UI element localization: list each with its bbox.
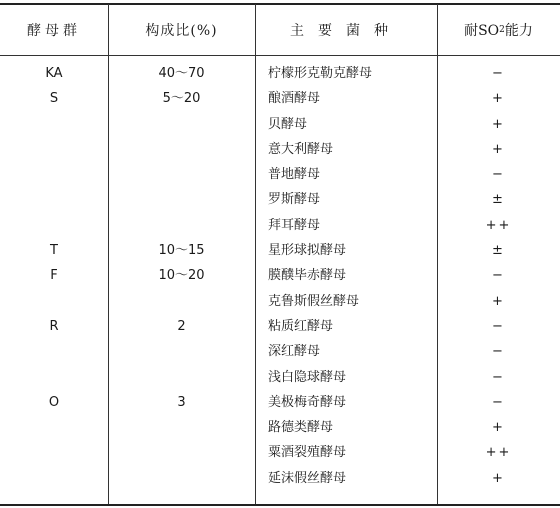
table-row: [0, 289, 560, 314]
header-so2-prefix: 耐SO: [464, 23, 500, 39]
header-so2-tolerance: [437, 5, 560, 55]
cell-so2-tolerance: ++: [485, 445, 512, 461]
cell-so2-tolerance: +: [492, 470, 505, 486]
cell-ratio: [108, 415, 255, 440]
cell-so2-tolerance: +: [492, 141, 505, 157]
cell-so2-tolerance: −: [492, 268, 505, 284]
cell-group: [0, 289, 108, 314]
cell-ratio: [108, 112, 255, 137]
cell-group: [0, 162, 108, 187]
cell-species: 美极梅奇酵母: [268, 394, 347, 410]
cell-ratio: [108, 466, 255, 491]
cell-ratio: [108, 137, 255, 162]
cell-species: 路德类酵母: [268, 420, 334, 436]
header-so2-subscript: 2: [499, 25, 505, 35]
cell-group: [0, 365, 108, 390]
cell-ratio: [108, 440, 255, 465]
header-rule: [0, 55, 560, 56]
cell-so2-tolerance: +: [492, 293, 505, 309]
cell-species: 膜醭毕赤酵母: [268, 268, 347, 284]
cell-ratio: [108, 289, 255, 314]
cell-species: 粟酒裂殖酵母: [268, 445, 347, 461]
cell-species: 柠檬形克勒克酵母: [268, 66, 373, 81]
cell-so2-tolerance: ±: [492, 192, 505, 208]
cell-group: [0, 137, 108, 162]
table-row: [0, 390, 560, 415]
cell-species: 星形球拟酵母: [268, 243, 347, 259]
cell-species: 拜耳酵母: [268, 217, 321, 233]
cell-so2-tolerance: +: [492, 91, 505, 107]
cell-group: O: [48, 394, 60, 410]
table-row: [0, 86, 560, 111]
cell-species: 贝酵母: [268, 116, 308, 132]
cell-species: 酿酒酵母: [268, 91, 321, 107]
cell-species: 普地酵母: [268, 167, 321, 183]
header-composition-ratio: 构成比(%): [145, 23, 218, 39]
cell-so2-tolerance: −: [492, 66, 505, 81]
cell-species: 粘质红酵母: [268, 318, 334, 334]
cell-ratio: 10～15: [158, 243, 205, 259]
cell-so2-tolerance: +: [492, 116, 505, 132]
cell-so2-tolerance: +: [492, 420, 505, 436]
table-row: [0, 365, 560, 390]
cell-ratio: [108, 339, 255, 364]
cell-ratio: 5～20: [162, 91, 201, 107]
cell-ratio: 2: [177, 318, 186, 334]
cell-so2-tolerance: −: [492, 318, 505, 334]
cell-group: S: [49, 91, 59, 107]
table-row: [0, 238, 560, 263]
cell-group: [0, 213, 108, 238]
header-yeast-group: 酵母群: [27, 23, 81, 39]
cell-so2-tolerance: −: [492, 167, 505, 183]
cell-group: [0, 187, 108, 212]
cell-group: F: [50, 268, 58, 284]
header-so2-suffix: 能力: [504, 23, 533, 39]
table-row: [0, 162, 560, 187]
cell-ratio: 10～20: [158, 268, 205, 284]
cell-ratio: 40～70: [158, 66, 205, 81]
cell-species: 意大利酵母: [268, 141, 334, 157]
cell-ratio: 3: [177, 394, 186, 410]
cell-so2-tolerance: −: [492, 369, 505, 385]
cell-group: [0, 112, 108, 137]
table-row: [0, 440, 560, 465]
cell-species: 深红酵母: [268, 344, 321, 360]
table-row: [0, 112, 560, 137]
cell-group: T: [50, 243, 58, 259]
table-row: [0, 137, 560, 162]
cell-group: [0, 466, 108, 491]
table-row: [0, 213, 560, 238]
table-row: [0, 263, 560, 288]
cell-group: [0, 415, 108, 440]
cell-so2-tolerance: ±: [492, 243, 505, 259]
cell-ratio: [108, 187, 255, 212]
table-row: [0, 466, 560, 491]
table-row: [0, 415, 560, 440]
cell-group: [0, 440, 108, 465]
cell-so2-tolerance: −: [492, 394, 505, 410]
table-row: [0, 61, 560, 86]
table-row: [0, 314, 560, 339]
cell-so2-tolerance: ++: [485, 217, 512, 233]
cell-ratio: [108, 162, 255, 187]
cell-group: KA: [45, 66, 63, 81]
cell-species: 延沫假丝酵母: [268, 470, 347, 486]
table-body: [0, 61, 560, 491]
cell-species: 浅白隐球酵母: [268, 369, 347, 385]
cell-ratio: [108, 213, 255, 238]
cell-group: [0, 339, 108, 364]
table-row: [0, 187, 560, 212]
table-bottom-rule: [0, 504, 560, 506]
cell-group: R: [49, 318, 59, 334]
cell-species: 罗斯酵母: [268, 192, 321, 208]
table-row: [0, 339, 560, 364]
cell-so2-tolerance: −: [492, 344, 505, 360]
cell-ratio: [108, 365, 255, 390]
header-main-species: 主要菌种: [290, 23, 402, 39]
cell-species: 克鲁斯假丝酵母: [268, 293, 360, 309]
